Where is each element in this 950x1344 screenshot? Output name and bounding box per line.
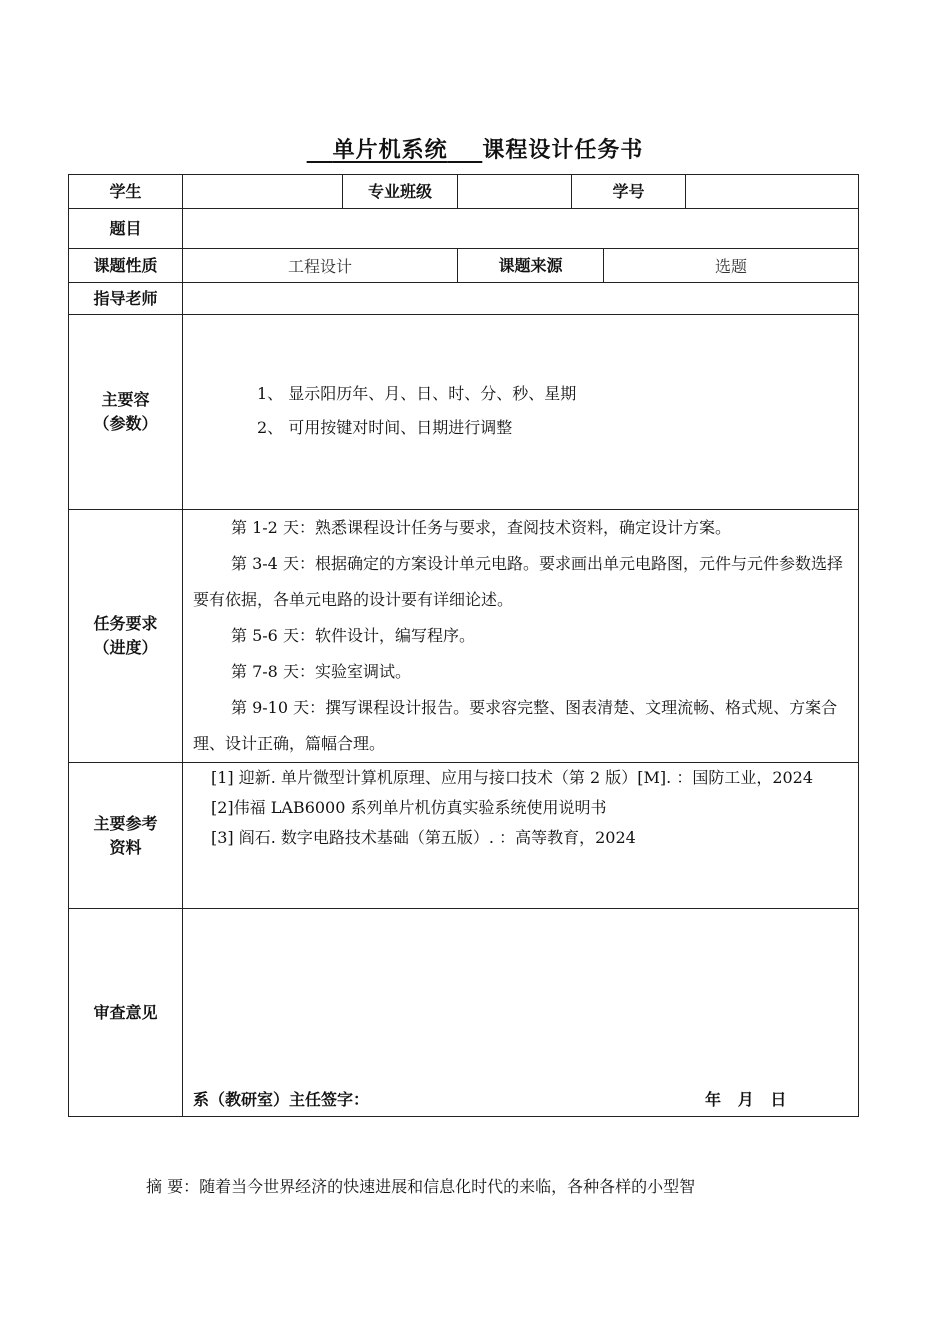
- main-content-label: [69, 315, 183, 510]
- topic-value: [183, 209, 859, 249]
- tasks-label-line2: （进度）: [93, 638, 158, 657]
- row-student: [69, 175, 859, 209]
- references-label: [69, 763, 183, 909]
- review-label: 审查意见: [69, 909, 183, 1117]
- reference-item: [2]伟福 LAB6000 系列单片机仿真实验系统使用说明书: [211, 798, 607, 817]
- signature-line: [193, 1084, 848, 1116]
- references-cell: [183, 763, 859, 909]
- references-label-line2: 资料: [109, 837, 142, 857]
- row-advisor: [69, 283, 859, 315]
- abstract-text: 摘 要：随着当今世界经济的快速进展和信息化时代的来临，各种各样的小型智: [146, 1177, 696, 1196]
- task-form-table: [68, 174, 859, 1117]
- main-content-item: 2、 可用按键对时间、日期进行调整: [257, 418, 513, 437]
- advisor-value: [183, 283, 859, 315]
- row-topic: [69, 209, 859, 249]
- main-content-label-line1: 主要容: [101, 390, 150, 409]
- main-content-item: 1、 显示阳历年、月、日、时、分、秒、星期: [257, 384, 577, 403]
- tasks-cell: [183, 510, 859, 763]
- source-label: 课题来源: [458, 249, 604, 283]
- task-item: 第 5-6 天：软件设计，编写程序。: [231, 626, 475, 645]
- signature-label: 系（教研室）主任签字：: [193, 1090, 370, 1109]
- id-value: [686, 175, 859, 209]
- row-references: [69, 763, 859, 909]
- row-main-content: [69, 315, 859, 510]
- references-label-line1: 主要参考: [93, 813, 158, 833]
- row-tasks: [69, 510, 859, 763]
- task-item: 第 1-2 天：熟悉课程设计任务与要求，查阅技术资料，确定设计方案。: [231, 518, 731, 537]
- title-underlined-subject: 单片机系统: [332, 137, 448, 163]
- student-label: 学生: [69, 175, 183, 209]
- advisor-label: 指导老师: [69, 283, 183, 315]
- nature-value: 工程设计: [183, 249, 458, 283]
- tasks-label: [69, 510, 183, 763]
- signature-date: 年 月 日: [705, 1090, 787, 1109]
- main-content-label-line2: （参数）: [93, 414, 158, 433]
- reference-item: [1] 迎新. 单片微型计算机原理、应用与接口技术（第 2 版）[M]. ：国防工业，2024: [211, 768, 814, 787]
- row-review: [69, 909, 859, 1117]
- id-label: 学号: [572, 175, 686, 209]
- class-label: 专业班级: [343, 175, 458, 209]
- tasks-label-line1: 任务要求: [93, 614, 158, 633]
- class-value: [458, 175, 572, 209]
- task-item: 第 9-10 天：撰写课程设计报告。要求容完整、图表清楚、文理流畅、格式规、方案合理、设计正确，篇幅合理。: [193, 698, 838, 753]
- reference-item: [3] 阎石. 数字电路技术基础（第五版）. ：高等教育，2024: [211, 828, 636, 847]
- row-nature: [69, 249, 859, 283]
- nature-label: 课题性质: [69, 249, 183, 283]
- task-item: 第 7-8 天：实验室调试。: [231, 662, 411, 681]
- document-title: [0, 133, 950, 164]
- topic-label: 题目: [69, 209, 183, 249]
- main-content-cell: [183, 315, 859, 510]
- task-item: 第 3-4 天：根据确定的方案设计单元电路。要求画出单元电路图，元件与元件参数选择要有依据，各单元电路的设计要有详细论述。: [193, 554, 843, 609]
- student-value: [183, 175, 343, 209]
- review-cell: [183, 909, 859, 1117]
- source-value: 选题: [604, 249, 859, 283]
- title-rest: 课程设计任务书: [482, 137, 644, 163]
